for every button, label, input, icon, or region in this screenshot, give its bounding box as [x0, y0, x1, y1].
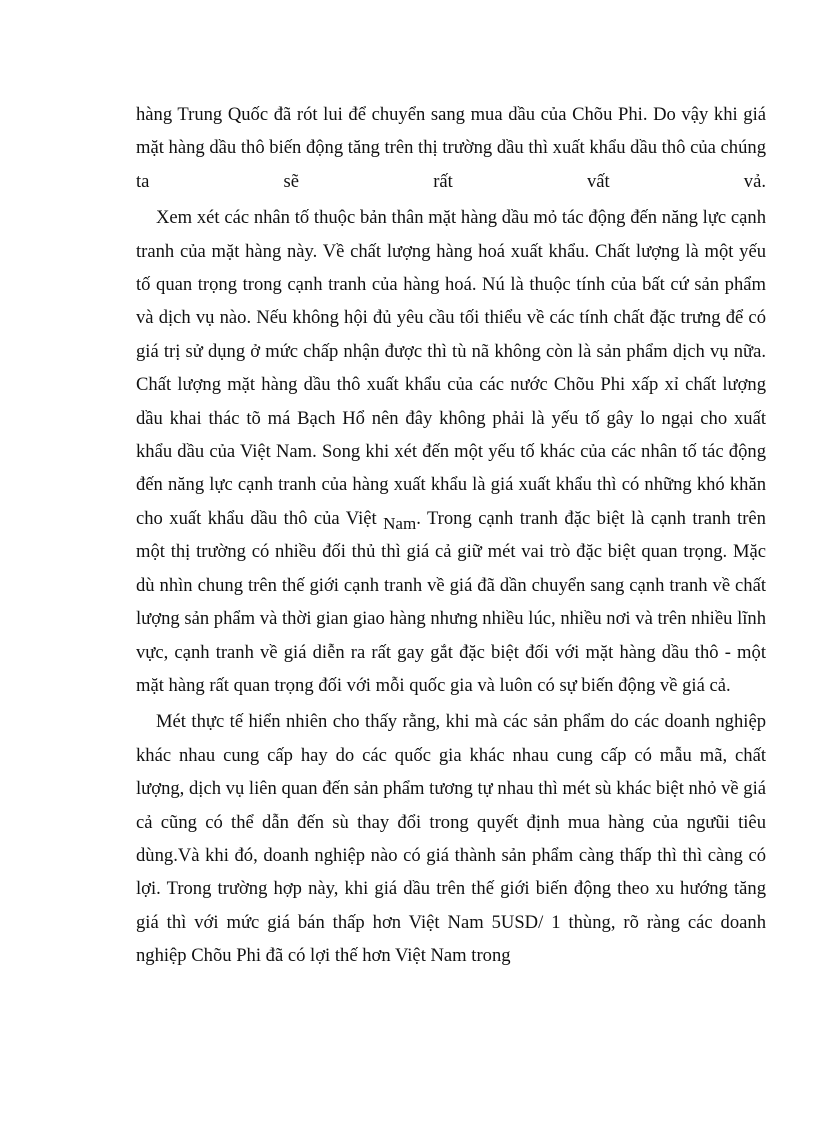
- paragraph-2: [136, 201, 766, 702]
- paragraph-2-text-end: . Trong cạnh tranh đặc biệt là cạnh tranh trên một thị trường có nhiều đối thủ thì giá cả giữ mét vai trò đặc biệt quan trọng. Mặc dù nhìn chung trên thế giới cạnh tranh về giá đã dần chuyển sang cạnh tranh về chất lượng sản phẩm và thời gian giao hàng nhưng nhiều lúc, nhiều nơi và trên nhiều lĩnh vực, cạnh tranh về giá diễn ra rất gay gắt đặc biệt đối với mặt hàng dầu thô - một mặt hàng rất quan trọng đối với mỗi quốc gia và luôn có sự biến động về giá cả.: [136, 507, 766, 696]
- paragraph-1: hàng Trung Quốc đã rót lui để chuyển sang mua dầu của Chõu Phi. Do vậy khi giá mặt hàng dầu thô biến động tăng trên thị trường dầu thì xuất khẩu dầu thô của chúng ta sẽ rất vất vả.: [136, 104, 766, 192]
- body-text: [136, 98, 766, 973]
- paragraph-2-text-start: Xem xét các nhân tố thuộc bản thân mặt hàng dầu mỏ tác động đến năng lực cạnh tranh của mặt hàng này. Về chất lượng hàng hoá xuất khẩu. Chất lượng là một yếu tố quan trọng trong cạnh tranh của hàng hoá. Nú là thuộc tính của bất cứ sản phẩm và dịch vụ nào. Nếu không hội đủ yêu cầu tối thiểu về các tính chất đặc trưng để có giá trị sử dụng ở mức chấp nhận được thì tù nã không còn là sản phẩm dịch vụ nữa. Chất lượng mặt hàng dầu thô xuất khẩu của các nước Chõu Phi xấp xỉ chất lượng dầu khai thác tõ má Bạch Hổ nên đây không phải là yếu tố gây lo ngại cho xuất khẩu dầu của Việt Nam. Song khi xét đến một yếu tố khác của các nhân tố tác động đến năng lực cạnh tranh của hàng xuất khẩu là giá xuất khẩu thì có những khó khăn cho xuất khẩu dầu thô của Việt: [136, 207, 766, 529]
- paragraph-3: Mét thực tế hiển nhiên cho thấy rằng, khi mà các sản phẩm do các doanh nghiệp khác nhau cung cấp hay do các quốc gia khác nhau cung cấp có mẫu mã, chất lượng, dịch vụ liên quan đến sản phẩm tương tự nhau thì mét sù khác biệt nhỏ về giá cả cũng có thể dẫn đến sù thay đổi trong quyết định mua hàng của ngưũi tiêu dùng.Và khi đó, doanh nghiệp nào có giá thành sản phẩm càng thấp thì thì càng có lợi. Trong trường hợp này, khi giá dầu trên thế giới biến động theo xu hướng tăng giá thì với mức giá bán thấp hơn Việt Nam 5USD/ 1 thùng, rõ ràng các doanh nghiệp Chõu Phi đã có lợi thế hơn Việt Nam trong: [136, 711, 766, 967]
- paragraph-2-lowered-word: Nam: [383, 513, 417, 533]
